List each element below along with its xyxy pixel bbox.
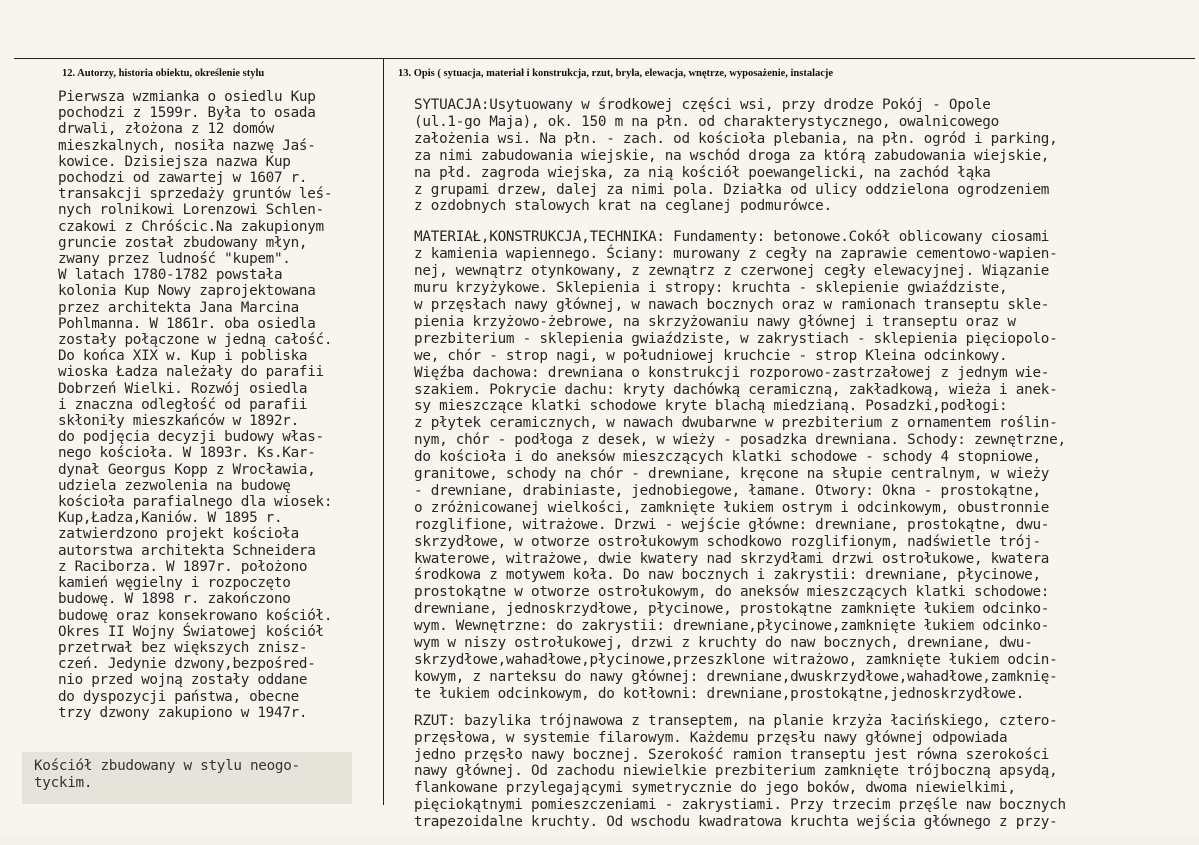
history-line: kościoła parafialnego dla wiosek: <box>58 494 333 511</box>
material-line: drewniane, jednoskrzydłowe, płycinowe, prostokątne zamknięte łukiem odcinko- <box>414 601 1050 618</box>
history-line: W latach 1780-1782 powstała <box>58 267 283 284</box>
history-line: do dyspozycji państwa, obecne <box>58 688 299 705</box>
history-line: przez architekta Jana Marcina <box>58 299 299 316</box>
history-line: kowice. Dzisiejsza nazwa Kup <box>58 153 291 170</box>
history-line: do podjęcia decyzji budowy włas- <box>58 429 324 446</box>
history-line: Kup,Ładza,Kaniów. W 1895 r. <box>58 510 283 527</box>
sytuacja-line: z ozdobnych stalowych krat na ceglanej podmurówce. <box>414 198 832 215</box>
material-line: do kościoła i do aneksów mieszczących klatki schodowe - schody 4 stopniowe, <box>414 449 1041 466</box>
heading-description: 13. Opis ( sytuacja, materiał i konstrukcja, rzut, bryła, elewacja, wnętrze, wyposażenie, instalacje <box>398 68 834 79</box>
note-line: Kościół zbudowany w stylu neogo- <box>34 758 300 774</box>
history-line: pochodzi od zawartej w 1607 r. <box>58 170 308 187</box>
material-line: wym. Wewnętrzne: do zakrystii: drewniane,płycinowe,zamknięte łukiem odcinko- <box>414 618 1050 635</box>
material-line: prezbiterium - sklepienia gwiaździste, w zakrystiach - sklepienia pięciopolo- <box>414 330 1058 347</box>
material-line: rozglifione, witrażowe. Drzwi - wejście główne: drewniane, prostokątne, dwu- <box>414 516 1050 533</box>
history-line: Do końca XIX w. Kup i pobliska <box>58 348 308 365</box>
material-line: kowym, z narteksu do nawy głównej: drewniane,dwuskrzydłowe,wahadłowe,zamknię- <box>414 668 1058 685</box>
history-line: trzy dzwony zakupiono w 1947r. <box>58 704 308 721</box>
history-line: autorstwa architekta Schneidera <box>58 542 316 559</box>
sytuacja-line: SYTUACJA:Usytuowany w środkowej części wsi, przy drodze Pokój - Opole <box>414 97 991 113</box>
sytuacja-line: z grupami drzew, dalej za nimi pola. Działka od ulicy oddzielona ogrodzeniem <box>414 181 1050 198</box>
rzut-line: RZUT: bazylika trójnawowa z transeptem, na planie krzyża łacińskiego, cztero- <box>414 712 1058 729</box>
history-line: i znaczna odległość od parafii <box>58 396 308 413</box>
style-note <box>22 752 352 804</box>
history-line: czeń. Jedynie dzwony,bezpośred- <box>58 656 316 673</box>
paragraph-sytuacja <box>414 97 1194 215</box>
history-line: zatwierdzono projekt kościoła <box>58 526 299 543</box>
material-line: w przęsłach nawy głównej, w nawach bocznych oraz w ramionach transeptu skle- <box>414 296 1050 313</box>
history-line: Pierwsza wzmianka o osiedlu Kup <box>58 89 316 105</box>
history-line: drwali, złożona z 12 domów <box>58 121 274 138</box>
material-line: granitowe, schody na chór - drewniane, kręcone na słupie centralnym, w wieży <box>414 466 1050 483</box>
history-line: budowę oraz konsekrowano kościół. <box>58 607 333 624</box>
history-line: Okres II Wojny Światowej kościół <box>58 623 324 640</box>
history-line: pochodzi z 1599r. Była to osada <box>58 105 316 122</box>
history-line: przetrwał bez większych znisz- <box>58 639 308 656</box>
material-line: kwaterowe, witrażowe, dwie kwatery nad skrzydłami drzwi ostrołukowe, kwatera <box>414 550 1050 567</box>
sytuacja-line: (ul.1-go Maja), ok. 150 m na płn. od charakterystycznego, owalnicowego <box>414 113 1000 130</box>
history-line: udziela zezwolenia na budowę <box>58 477 291 494</box>
material-line: MATERIAŁ,KONSTRUKCJA,TECHNIKA: Fundamenty: betonowe.Cokół oblicowany ciosami <box>414 229 1050 246</box>
history-line: gruncie został zbudowany młyn, <box>58 234 308 251</box>
history-line: kamień węgielny i rozpoczęto <box>58 575 291 592</box>
history-line: skłoniły mieszkańców w 1892r. <box>58 413 299 430</box>
history-line: czakowi z Chróścic.Na zakupionym <box>58 218 324 235</box>
material-line: muru krzyżykowe. Sklepienia i stropy: kruchta - sklepienie gwiaździste, <box>414 280 1008 297</box>
material-line: z kamienia wapiennego. Ściany: murowany z cegły na zaprawie cementowo-wapien- <box>414 246 1058 263</box>
description-text <box>414 97 1194 845</box>
material-line: z płytek ceramicznych, w nawach dwubarwne w prezbiterium z ornamentem roślin- <box>414 415 1058 432</box>
history-line: nych rolnikowi Lorenzowi Schlen- <box>58 202 324 219</box>
history-line: zwany przez ludność "kupem". <box>58 251 291 268</box>
material-line: środkowa z motywem koła. Do naw bocznych i zakrystii: drewniane, płycinowe, <box>414 567 1041 584</box>
history-line: budowę. W 1898 r. zakończono <box>58 591 291 608</box>
material-line: nej, wewnątrz otynkowany, z zewnątrz z czerwonej cegły elewacyjnej. Wiązanie <box>414 263 1050 280</box>
material-line: Więźba dachowa: drewniana o konstrukcji rozporowo-zastrzałowej z jednym wie- <box>414 364 1050 381</box>
history-line: mieszkalnych, nosiła nazwę Jaś- <box>58 137 316 154</box>
rzut-line: jedno przęsło nawy bocznej. Szerokość ramion transeptu jest równa szerokości <box>414 746 1050 763</box>
history-line: Dobrzeń Wielki. Rozwój osiedla <box>58 380 308 397</box>
paragraph-material <box>414 229 1194 702</box>
history-text <box>58 89 380 721</box>
material-line: pienia krzyżowo-żebrowe, na skrzyżowaniu nawy głównej i transeptu oraz w <box>414 313 1016 330</box>
material-line: wym w niszy ostrołukowej, drzwi z kruchty do naw bocznych, drewniane, dwu- <box>414 635 1033 652</box>
material-line: skrzydłowe,wahadłowe,płycinowe,przeszklone witrażowo, zamknięte łukiem odcin- <box>414 652 1058 668</box>
history-line: zostały połączone w jedną całość. <box>58 332 333 349</box>
material-line: - drewniane, drabiniaste, jednobiegowe, łamane. Otwory: Okna - prostokątne, <box>414 482 1041 499</box>
note-line: tyckim. <box>34 775 93 791</box>
material-line: prostokątne w otworze ostrołukowym, do aneksów mieszczących klatki schodowe: <box>414 584 1050 601</box>
material-line: nym, chór - podłoga z desek, w wieży - posadzka drewniana. Schody: zewnętrzne, <box>414 432 1066 449</box>
rzut-line: flankowane przylegającymi symetrycznie do jego boków, dwoma niewielkimi, <box>414 780 1016 797</box>
history-line: transakcji sprzedaży gruntów leś- <box>58 186 333 203</box>
rzut-line: nawy głównej. Od zachodu niewielkie prezbiterium zamknięte trójboczną apsydą, <box>414 763 1058 780</box>
sytuacja-line: na płd. zagroda wiejska, za nią kościół poewangelicki, na zachód łąka <box>414 164 991 181</box>
history-line: wioska Ładza należały do parafii <box>58 364 324 381</box>
column-divider <box>383 58 384 805</box>
material-line: te łukiem odcinkowym, do kotłowni: drewniane,prostokątne,jednoskrzydłowe. <box>414 685 1025 702</box>
sytuacja-line: za nimi zabudowania wiejskie, na wschód droga za którą zabudowania wiejskie, <box>414 147 1050 164</box>
rzut-line: pięciokątnymi pomieszczeniami - zakrystiami. Przy trzecim przęśle naw bocznych <box>414 797 1066 814</box>
material-line: o zróżnicowanej wielkości, zamknięte łukiem ostrym i odcinkowym, obustronnie <box>414 499 1050 516</box>
rzut-line: przęsłowa, w systemie filarowym. Każdemu przęsłu nawy głównej odpowiada <box>414 729 1008 746</box>
material-line: skrzydłowe, w otworze ostrołukowym schodkowo rozglifionym, nadświetle trój- <box>414 533 1041 550</box>
material-line: we, chór - strop nagi, w południowej kruchcie - strop Kleina odcinkowy. <box>414 347 1008 364</box>
history-line: z Raciborza. W 1897r. położono <box>58 558 308 575</box>
rzut-line: trapezoidalne kruchty. Od wschodu kwadratowa kruchta wejścia głównego z przy- <box>414 814 1058 831</box>
paragraph-rzut <box>414 713 1194 831</box>
history-line: nio przed wojną zostały oddane <box>58 672 308 689</box>
history-line: kolonia Kup Nowy zaprojektowana <box>58 283 316 300</box>
header-rule <box>14 58 1195 59</box>
material-line: sy mieszczące klatki schodowe kryte blachą miedzianą. Posadzki,podłogi: <box>414 398 1008 415</box>
heading-history: 12. Autorzy, historia obiektu, określenie stylu <box>62 68 265 79</box>
history-line: Pohlmanna. W 1861r. oba osiedla <box>58 315 316 332</box>
history-line: dynał Georgus Kopp z Wrocławia, <box>58 461 316 478</box>
material-line: szakiem. Pokrycie dachu: kryty dachówką ceramiczną, zakładkową, wieża i anek- <box>414 381 1058 398</box>
sytuacja-line: założenia wsi. Na płn. - zach. od kościoła plebania, na płn. ogród i parking, <box>414 130 1058 147</box>
history-line: nego kościoła. W 1893r. Ks.Kar- <box>58 445 316 462</box>
